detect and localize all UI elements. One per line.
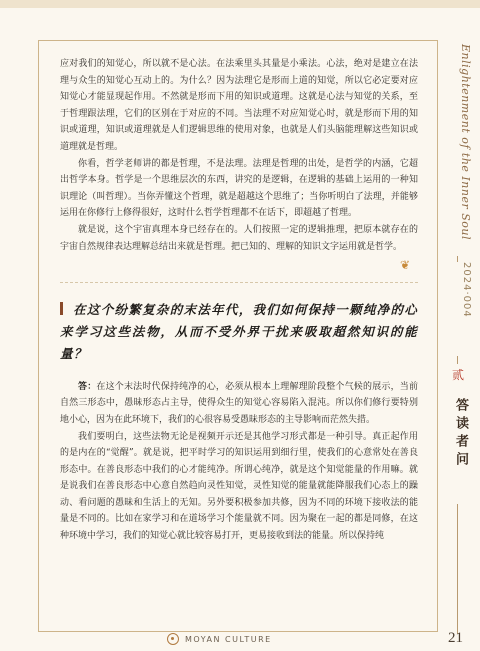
sidebar (444, 44, 472, 634)
question-text: 在这个纷繁复杂的末法年代，我们如何保持一颗纯净的心来学习这些法物，从而不受外界干扰来吸取超然知识的能量？ (60, 301, 418, 361)
chapter-number: 贰 (451, 368, 464, 382)
answer-paragraph-2: 我们要明白，这些法物无论是视频开示还是其他学习形式都是一种引导。真正起作用的是内在的“觉醒”。就是说，把平时学习的知识运用到细行里，使我们的心意常处在善良形态中。在善良形态中我们的心才能纯净。所谓心纯净，就是这个知觉能量的作用嘛。就是说我们在善良形态中心意自然趋向灵性知觉，灵性知觉的能量就能降服我们心态上的躁动、看问题的愚昧和生活上的无知。另外要积极参加共修，因为不同的环境下接收法的能量是不同的。比如在家学习和在道场学习个能量就不同。因为聚在一起的都是同修，在这种环境中学习，我们的知觉心就比较容易打开，更易接收到法的能量。所以保持纯 (60, 431, 418, 542)
chapter-title: 答读者问 (453, 398, 468, 470)
sidebar-line-2 (457, 356, 458, 364)
sidebar-line-3 (457, 504, 458, 634)
page-number: 21 (448, 630, 463, 646)
article-content (60, 56, 418, 545)
question-bar-icon (60, 302, 63, 315)
top-decor-bar (0, 0, 480, 8)
sidebar-title: Enlightenment of the Inner Soul (459, 44, 472, 240)
footer-brand: MOYAN CULTURE (185, 635, 272, 644)
question-heading (60, 299, 418, 365)
paragraph-2: 你看，哲学老师讲的都是哲理，不是法理。法理是哲理的出处，是哲学的内涵，它超出哲学本身。哲学是一个思维层次的东西，讲究的是逻辑，在逻辑的基础上运用的一种知识理论（叫哲理）。当你弄懂这个哲理，就是超越这个思维了；当你听明白了法理，并能够运用在你修行上修得很好，这时什么哲学哲理都不在话下，即超越了哲理。 (60, 158, 418, 219)
answer-text-1: 在这个末法时代保持纯净的心，必须从根本上理解理阶段整个气候的展示，当前自然三形态中，愚昧形态占主导，使得众生的知觉心容易陷入混沌。所以你们修行要特别地小心，因为在此环境下，我们的心很容易受愚昧形态的主导影响而茫然失措。 (60, 381, 418, 425)
answer-paragraph-1 (60, 379, 418, 429)
answer-label: 答： (78, 381, 97, 392)
sidebar-year: 2024·004 (461, 262, 472, 318)
moyan-logo-icon (167, 633, 179, 645)
ornament-icon: ❦ (399, 258, 410, 273)
paragraph-3: 就是说，这个宇宙真理本身已经存在的。人们按照一定的逻辑推理，把原本就存在的宇宙自然规律表达理解总结出来就是哲理。把已知的、理解的知识文字运用就是哲学。 (60, 224, 418, 252)
section-divider (60, 282, 418, 283)
paragraph-1: 应对我们的知觉心，所以就不是心法。在法乘里头其量是小乘法。心法，绝对是建立在法理与众生的知觉心互动上的。为什么？因为法理它是形而上道的知觉，所以它必定要对应知觉心才能显现起作用。不然就是形而下用的知识或道理。这就是心法与知觉的关系，至于哲理跟法理，它们的区别在于对应的不同。当法理不对应知觉心时，就是形而下用的知识或道理，知识或道理就是人们逻辑思维的使用对象，也就是人们头脑能理解这些知识或道理就是哲理。 (60, 59, 418, 152)
